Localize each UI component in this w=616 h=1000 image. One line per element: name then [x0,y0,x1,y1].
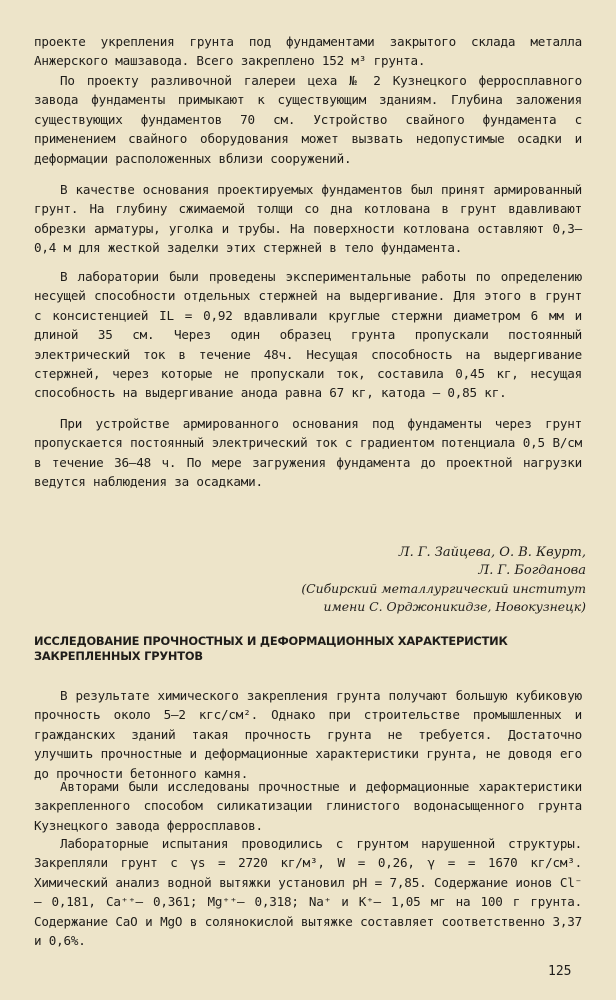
paragraph-foundation-project: По проекту разливочной галереи цеха № 2 Кузнецкого ферросплавного завода фундаменты примыкают к существующим зданиям. Глубина заложения существующих фундаментов 70 см. Устройство свайного фундамента с применением свайного оборудования может вызвать недопустимые осадки и деформации расположенных вблизи сооружений. [34,73,582,166]
author-affiliation-line2: имени С. Орджоникидзе, Новокузнецк) [323,599,586,614]
author-names-line2: Л. Г. Богданова [478,563,586,578]
section-title: ИССЛЕДОВАНИЕ ПРОЧНОСТНЫХ И ДЕФОРМАЦИОННЫХ ХАРАКТЕРИСТИК ЗАКРЕПЛЕННЫХ ГРУНТОВ [34,634,508,663]
author-signature [266,544,586,616]
paragraph-electric-current: При устройстве армированного основания под фундаменты через грунт пропускается постоянный электрический ток с градиентом потенциала 0,5 В/см в течение 36–48 ч. По мере загружения фундамента до проектной нагрузки ведутся наблюдения за осадками. [34,416,582,490]
page-number: 125 [548,964,572,979]
author-names-line1: Л. Г. Зайцева, О. В. Квурт, [398,545,586,560]
paragraph-chemical-strengthening: В результате химического закрепления грунта получают большую кубиковую прочность около 5–2 кгс/см². Однако при строительстве промышленных и гражданских зданий такая прочность грунта не требуется. Достаточно улучшить прочностные и деформационные характеристики грунта, не доводя его до прочности бетонного камня. [34,688,582,781]
paragraph-authors-research: Авторами были исследованы прочностные и деформационные характеристики закрепленного способом силикатизации глинистого водонасыщенного грунта Кузнецкого завода ферросплавов. [34,779,582,833]
paragraph-laboratory: В лаборатории были проведены экспериментальные работы по определению несущей способности отдельных стержней на выдергивание. Для этого в грунт с консистенцией IL = 0,92 вдавливали круглые стержни диаметром 6 мм и длиной 35 см. Через один образец грунта пропускали постоянный электрический ток в течение 48ч. Несущая способность на выдергивание стержней, через которые не пропускали ток, составила 0,45 кг, несущая способность на выдергивание анода равна 67 кг, катода – 0,85 кг. [34,269,582,401]
paragraph-lab-tests: Лабораторные испытания проводились с грунтом нарушенной структуры. Закрепляли грунт с γs = 2720 кг/м³, W = 0,26, γ = = 1670 кг/см³. Химический анализ водной вытяжки установил pH = 7,85. Содержание ионов Cl⁻ – 0,181, Ca⁺⁺– 0,361; Mg⁺⁺– 0,318; Na⁺ и K⁺– 1,05 мг на 100 г грунта. Содержание CaO и MgO в солянокислой вытяжке составляет соответственно 3,37 и 0,6%. [34,836,582,949]
paragraph-continuation: проекте укрепления грунта под фундаментами закрытого склада металла Анжерского машзавода. Всего закреплено 152 м³ грунта. [34,34,582,69]
paragraph-reinforced-ground: В качестве основания проектируемых фундаментов был принят армированный грунт. На глубину сжимаемой толщи со дна котлована в грунт вдавливают обрезки арматуры, уголка и трубы. На поверхности котлована оставляют 0,3–0,4 м для жесткой заделки этих стержней в тело фундамента. [34,182,582,256]
author-affiliation-line1: (Сибирский металлургический институт [301,581,586,596]
